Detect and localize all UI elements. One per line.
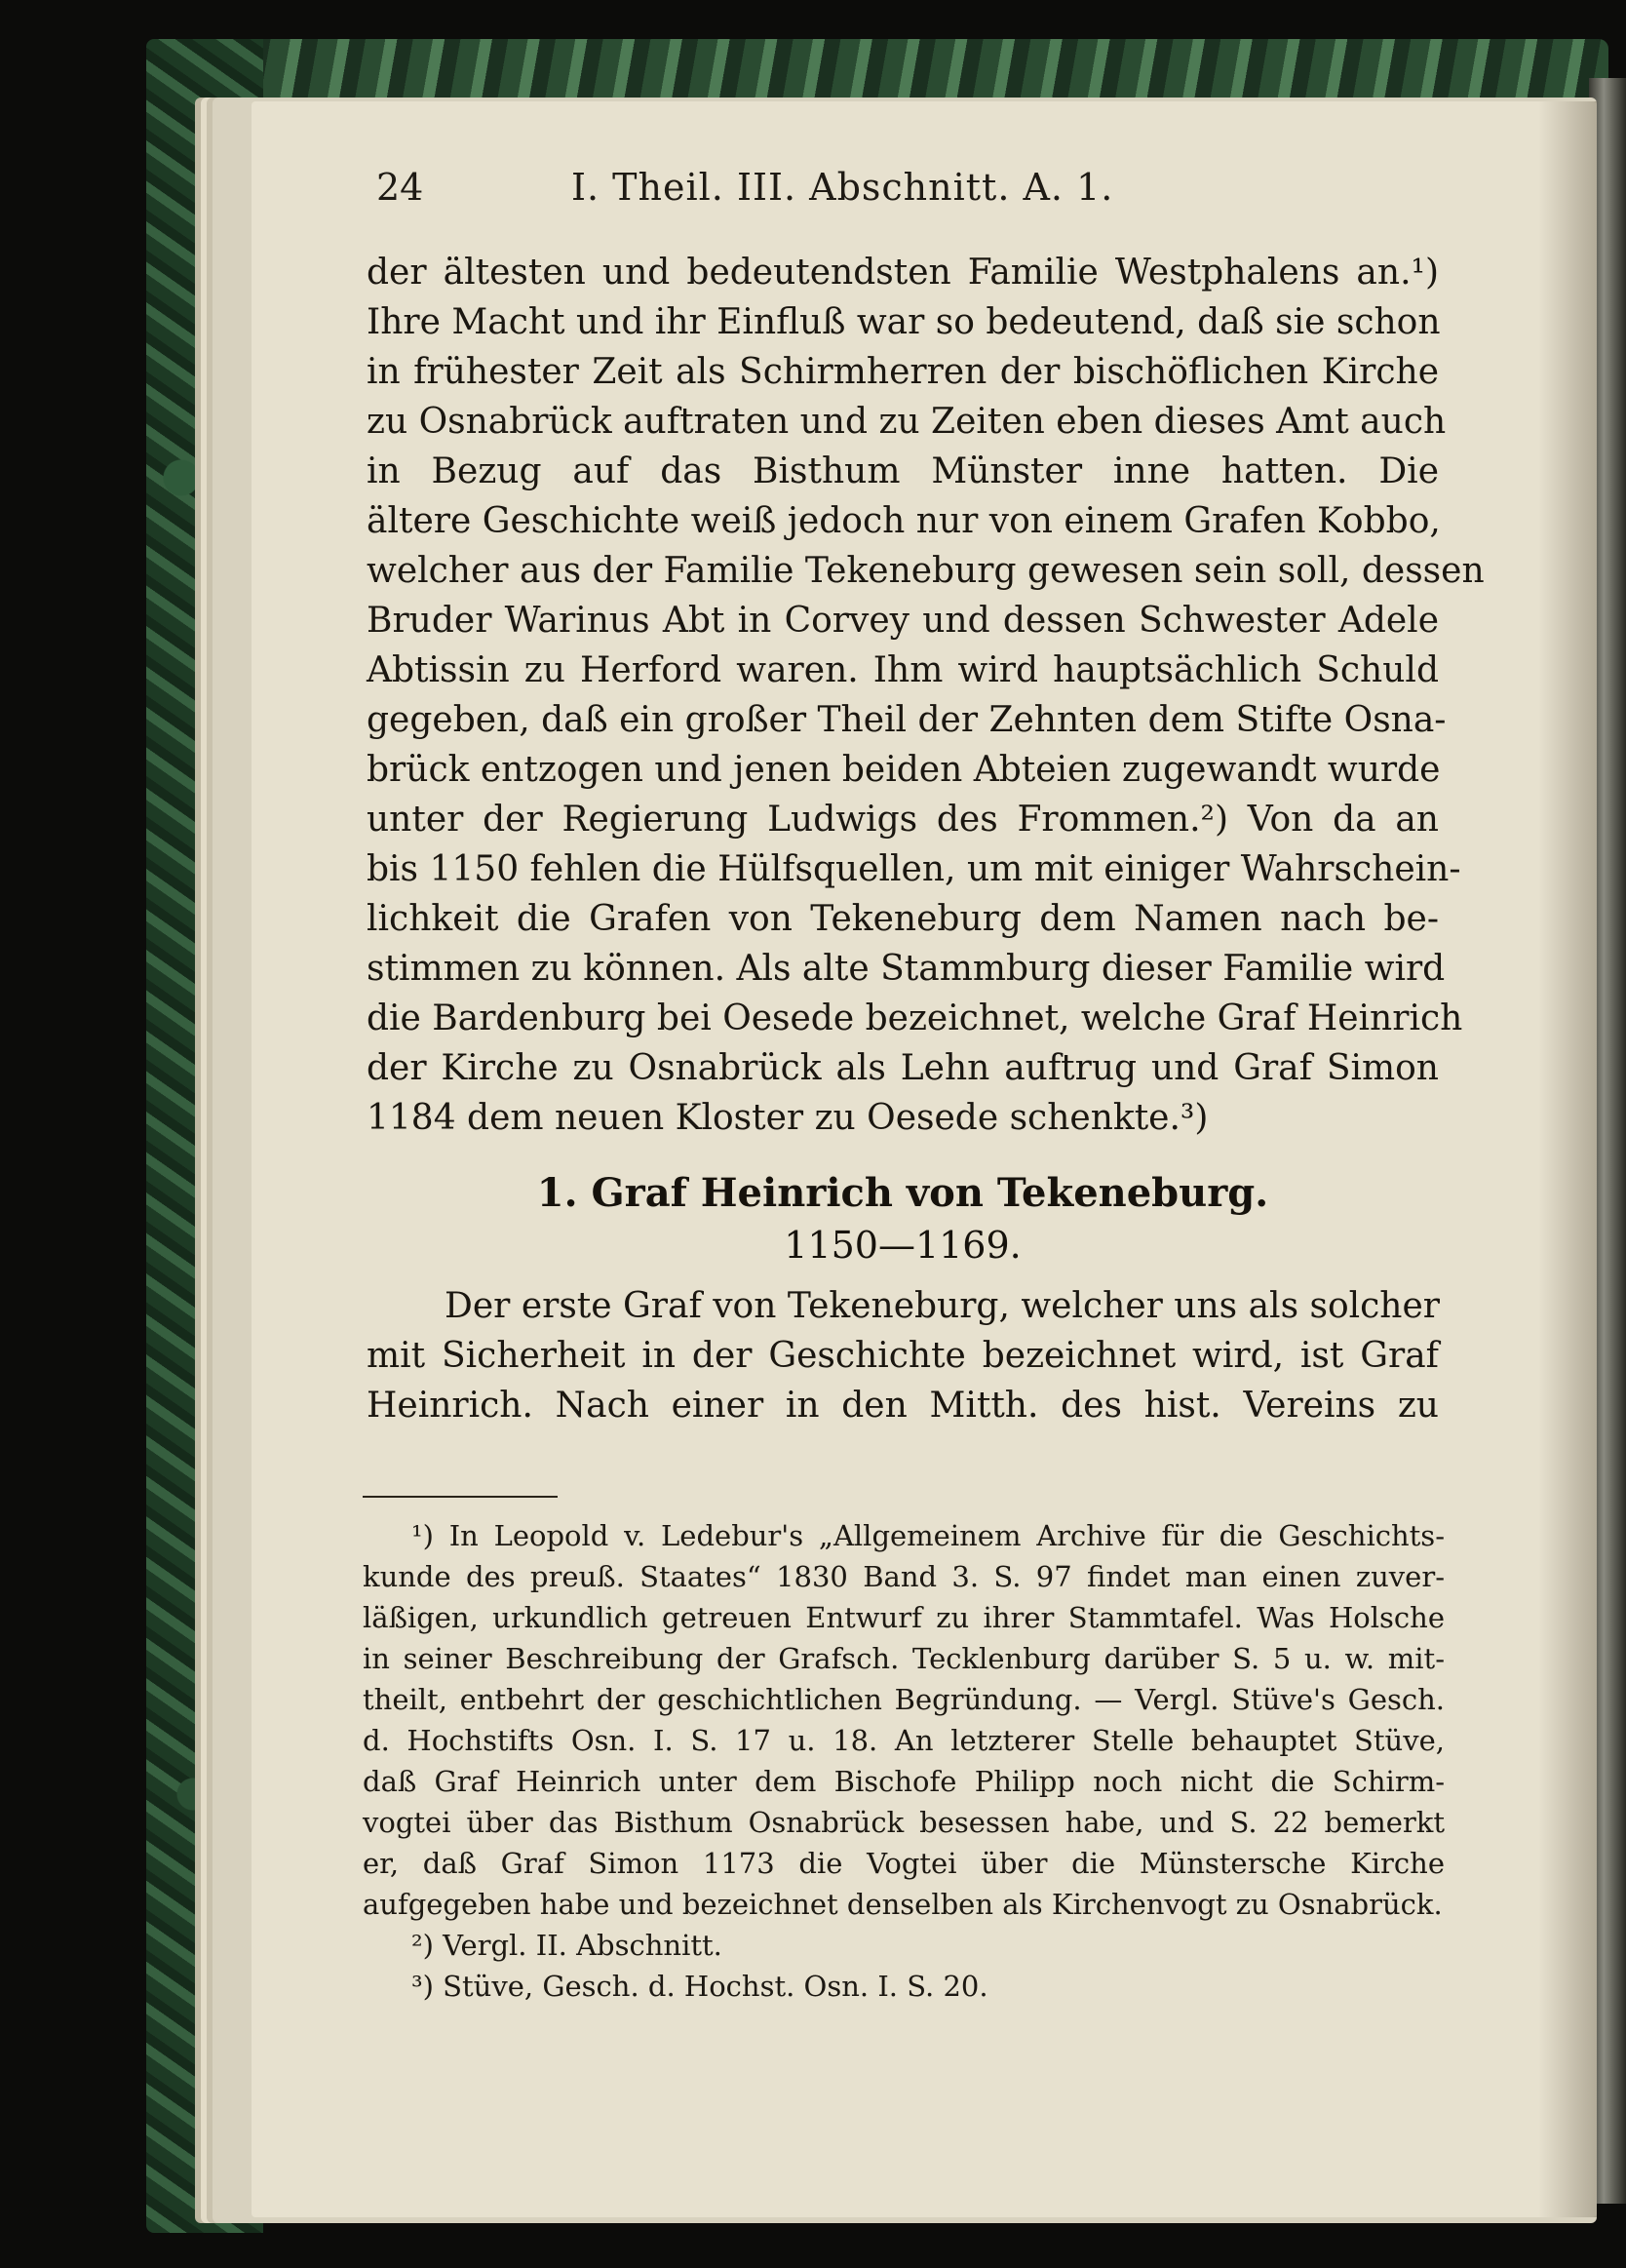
running-head: I. Theil. III. Abschnitt. A. 1. <box>571 166 1114 209</box>
text-line: in frühester Zeit als Schirmherren der bischöflichen Kirche <box>367 352 1439 392</box>
text-line: in Bezug auf das Bisthum Münster inne hatten. Die <box>367 451 1439 491</box>
footnote-line: ¹) In Leopold v. Ledebur's „Allgemeinem Archive für die Geschichts- <box>411 1519 1445 1552</box>
footnote-line: läßigen, urkundlich getreuen Entwurf zu ihrer Stammtafel. Was Holsche <box>363 1601 1445 1634</box>
footnote-line: ³) Stüve, Gesch. d. Hochst. Osn. I. S. 20. <box>411 1970 988 2003</box>
section-heading <box>367 1166 1439 1270</box>
text-line: ältere Geschichte weiß jedoch nur von einem Grafen Kobbo, <box>367 501 1441 541</box>
footnote-line: ²) Vergl. II. Abschnitt. <box>411 1929 722 1962</box>
footnote-line: aufgegeben habe und bezeichnet denselben als Kirchenvogt zu Osnabrück. <box>363 1888 1443 1921</box>
text-line: welcher aus der Familie Tekeneburg gewesen sein soll, dessen <box>367 551 1485 591</box>
text-line: bis 1150 fehlen die Hülfsquellen, um mit einiger Wahrschein- <box>367 849 1461 889</box>
text-line: brück entzogen und jenen beiden Abteien zugewandt wurde <box>367 750 1441 790</box>
text-line: zu Osnabrück auftraten und zu Zeiten eben dieses Amt auch <box>367 402 1447 442</box>
footnotes <box>363 1515 1445 2007</box>
text-line: 1184 dem neuen Kloster zu Oesede schenkte.³) <box>367 1098 1209 1138</box>
footnote-line: d. Hochstifts Osn. I. S. 17 u. 18. An letzterer Stelle behauptet Stüve, <box>363 1724 1445 1757</box>
text-line: gegeben, daß ein großer Theil der Zehnten dem Stifte Osna- <box>367 700 1447 740</box>
text-line: Der erste Graf von Tekeneburg, welcher uns als solcher <box>445 1286 1441 1326</box>
text-line: der Kirche zu Osnabrück als Lehn auftrug und Graf Simon <box>367 1048 1439 1088</box>
footnote-line: in seiner Beschreibung der Grafsch. Tecklenburg darüber S. 5 u. w. mit- <box>363 1642 1445 1675</box>
book-page <box>252 101 1597 2217</box>
text-line: stimmen zu können. Als alte Stammburg dieser Familie wird <box>367 949 1446 989</box>
text-line: mit Sicherheit in der Geschichte bezeichnet wird, ist Graf <box>367 1336 1439 1376</box>
text-line: Bruder Warinus Abt in Corvey und dessen Schwester Adele <box>367 601 1439 641</box>
text-line: Ihre Macht und ihr Einfluß war so bedeutend, daß sie schon <box>367 302 1441 342</box>
page-number: 24 <box>376 166 424 209</box>
text-line: Heinrich. Nach einer in den Mitth. des hist. Vereins zu <box>367 1386 1439 1426</box>
text-line: die Bardenburg bei Oesede bezeichnet, welche Graf Heinrich <box>367 998 1463 1038</box>
section-years: 1150—1169. <box>784 1224 1022 1267</box>
text-line: lichkeit die Grafen von Tekeneburg dem Namen nach be- <box>367 899 1439 939</box>
paragraph-1 <box>367 248 1485 1143</box>
footnote-rule <box>363 1496 558 1498</box>
footnote-line: daß Graf Heinrich unter dem Bischofe Philipp noch nicht die Schirm- <box>363 1765 1445 1798</box>
text-line: der ältesten und bedeutendsten Familie Westphalens an.¹) <box>367 253 1439 293</box>
footnote-line: er, daß Graf Simon 1173 die Vogtei über die Münstersche Kirche <box>363 1847 1445 1880</box>
page-gutter <box>1538 101 1597 2217</box>
footnote-line: kunde des preuß. Staates“ 1830 Band 3. S. 97 findet man einen zuver- <box>363 1560 1445 1593</box>
page-header <box>376 166 1490 224</box>
footnote-line: vogtei über das Bisthum Osnabrück besessen habe, und S. 22 bemerkt <box>363 1806 1445 1839</box>
footnote-line: theilt, entbehrt der geschichtlichen Begründung. — Vergl. Stüve's Gesch. <box>363 1683 1445 1716</box>
section-title: 1. Graf Heinrich von Tekeneburg. <box>536 1170 1269 1216</box>
text-line: Abtissin zu Herford waren. Ihm wird hauptsächlich Schuld <box>367 650 1439 690</box>
text-line: unter der Regierung Ludwigs des Frommen.²) Von da an <box>367 800 1439 840</box>
paragraph-2 <box>367 1281 1439 1430</box>
